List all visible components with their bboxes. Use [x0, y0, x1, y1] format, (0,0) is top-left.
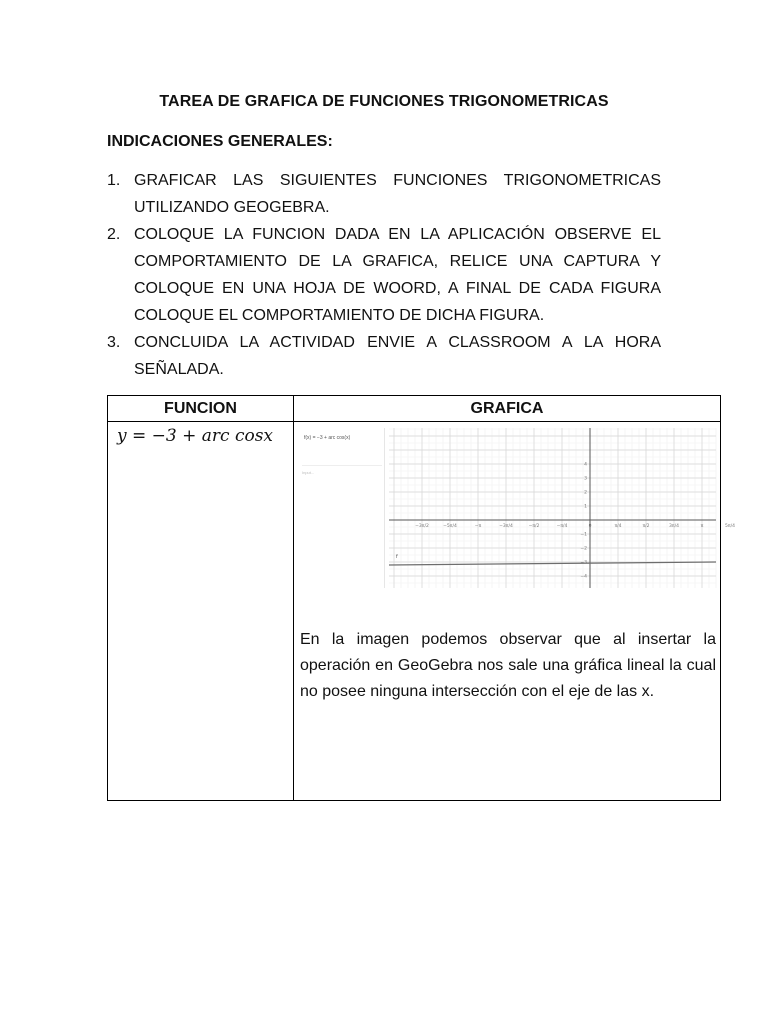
- geogebra-screenshot: [298, 428, 735, 588]
- instruction-number: 3.: [107, 334, 121, 351]
- instruction-item: [107, 221, 661, 329]
- x-tick-label: 5π/4: [725, 524, 735, 529]
- x-tick-label: 3π/4: [669, 524, 679, 529]
- algebra-row-divider: [302, 453, 382, 466]
- instruction-number: 1.: [107, 172, 121, 189]
- y-tick-label: 3: [584, 476, 587, 482]
- x-tick-label: −π/4: [556, 524, 568, 529]
- x-tick-label: −π/2: [528, 524, 540, 529]
- algebra-entry: f(x) = −3 + arc cos(x): [304, 435, 351, 441]
- table-header-row: [108, 396, 721, 422]
- x-tick-label: π/2: [642, 524, 650, 529]
- graph-cell: [294, 422, 735, 801]
- function-cell: [108, 422, 294, 801]
- header-funcion: FUNCION: [108, 396, 294, 422]
- x-tick-label: π: [700, 524, 704, 529]
- instruction-text: CONCLUIDA LA ACTIVIDAD ENVIE A CLASSROOM A LA HORA SEÑALADA.: [134, 334, 661, 378]
- document-title: TAREA DE GRAFICA DE FUNCIONES TRIGONOMETRICAS: [159, 93, 609, 110]
- x-tick-label: −3π/2: [415, 524, 429, 529]
- algebra-panel: [298, 428, 388, 588]
- table-row: [108, 422, 721, 801]
- x-tick-label: −5π/4: [443, 524, 457, 529]
- instruction-text: COLOQUE LA FUNCION DADA EN LA APLICACIÓN OBSERVE EL COMPORTAMIENTO DE LA GRAFICA, RELICE UNA CAPTURA Y COLOQUE EN UNA HOJA DE WOORD, A FINAL DE CADA FIGURA COLOQUE EL COMPORTAMIENTO DE DICHA FIGURA.: [134, 226, 661, 324]
- panel-divider: [384, 428, 385, 588]
- function-table: [107, 395, 735, 801]
- graph-canvas: [389, 428, 735, 588]
- x-tick-label: −3π/4: [499, 524, 513, 529]
- header-grafica: GRAFICA: [294, 396, 721, 422]
- x-tick-label: 0: [588, 524, 592, 529]
- y-tick-label: 1: [584, 504, 587, 510]
- graph-description: En la imagen podemos observar que al insertar la operación en GeoGebra nos sale una gráfica lineal la cual no posee ninguna intersección con el eje de las x.: [300, 631, 716, 700]
- instructions-list: [107, 167, 661, 383]
- x-tick-label: π/4: [614, 524, 622, 529]
- x-tick-label: −π: [474, 524, 482, 529]
- instruction-item: [107, 167, 661, 221]
- y-tick-label: −4: [580, 574, 587, 580]
- y-tick-label: 4: [584, 462, 587, 468]
- y-tick-label: −2: [580, 546, 587, 552]
- section-heading: INDICACIONES GENERALES:: [107, 133, 333, 150]
- y-tick-label: [580, 560, 587, 566]
- curve-label: f: [396, 554, 398, 560]
- instruction-number: 2.: [107, 226, 121, 243]
- instruction-text: GRAFICAR LAS SIGUIENTES FUNCIONES TRIGONOMETRICAS UTILIZANDO GEOGEBRA.: [134, 172, 661, 216]
- function-formula: y = −3 + arc cosx: [117, 426, 274, 446]
- algebra-input: Input...: [302, 470, 315, 475]
- y-tick-label: 2: [584, 490, 587, 496]
- y-tick-label: −1: [580, 532, 587, 538]
- instruction-item: [107, 329, 661, 383]
